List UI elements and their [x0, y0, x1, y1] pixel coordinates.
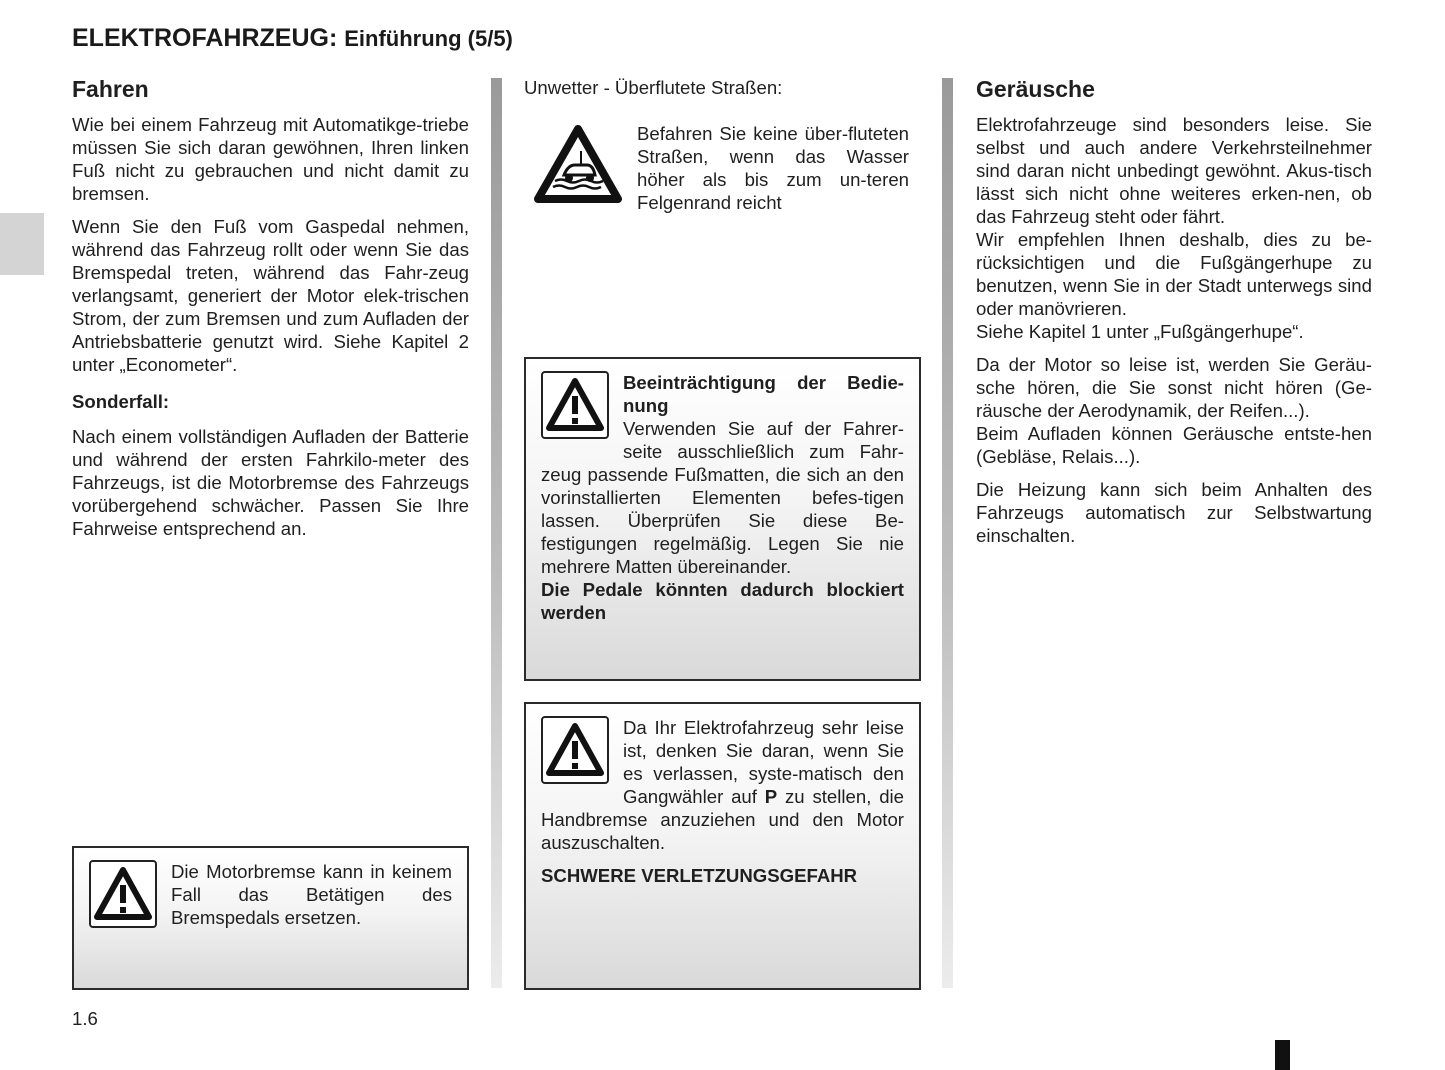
- paragraph-sonderfall: Nach einem vollständigen Aufladen der Batterie und während der ersten Fahrkilo-meter des Fahrzeugs, ist die Motorbremse des Fahrzeugs vorübergehend schwächer. Passen Sie Ihre Fahrweise entsprechend an.: [72, 426, 469, 539]
- hazard-text-flooded: Befahren Sie keine über-fluteten Straßen, wenn das Wasser höher als bis zum un-teren Felgenrand reicht: [637, 123, 909, 213]
- warning-triangle-icon: [541, 716, 609, 784]
- warning-box-gangwaehler: [524, 702, 921, 990]
- warning-triangle-icon: [541, 371, 609, 439]
- page-number: 1.6: [72, 1008, 98, 1029]
- title-sub: Einführung (5/5): [344, 26, 513, 51]
- right-column: [976, 75, 1372, 557]
- subheading-sonderfall: Sonderfall:: [72, 391, 170, 412]
- section-heading-fahren: Fahren: [72, 76, 149, 102]
- paragraph-fahren-2: Wenn Sie den Fuß vom Gaspedal nehmen, während das Fahrzeug rollt oder wenn Sie das Bremspedal treten, während das Fahr-zeug verlangsamt, generiert der Motor elek-trischen Strom, der zum Bremsen und zum Aufladen der Antriebsbatterie genutzt wird. Siehe Kapitel 2 unter „Econometer“.: [72, 216, 469, 375]
- page-title: [72, 24, 513, 53]
- warning-text-after: zu stellen, die Handbremse anzuziehen und den Motor auszuschalten.: [541, 786, 905, 853]
- warning-text-fussmatten: Verwenden Sie auf der Fahrer-seite ausschließlich zum Fahr-zeug passende Fußmatten, die sich an den vorinstallierten Elementen befes-tigen lassen. Überprüfen Sie diese Be-festigungen regelmäßig. Legen Sie nie mehrere Matten übereinander.: [541, 418, 904, 577]
- middle-caption-wrap: [524, 76, 921, 109]
- text-line: Siehe Kapitel 1 unter „Fußgängerhupe“.: [976, 321, 1304, 342]
- chapter-tab: [0, 213, 44, 275]
- warning-box-motorbremse: [72, 846, 469, 990]
- warning-bold-verletzung: SCHWERE VERLETZUNGSGEFAHR: [541, 865, 858, 886]
- text-line: Beim Aufladen können Geräusche entste-hen (Gebläse, Relais...).: [976, 423, 1372, 467]
- column-divider-right: [942, 78, 953, 988]
- paragraph-geraeusche-2: [976, 353, 1372, 468]
- text-line: Da der Motor so leise ist, werden Sie Geräu-sche hören, die Sie sonst nicht hören (Ge-räusche der Aerodynamik, der Reifen...).: [976, 354, 1372, 421]
- gear-position-p: P: [764, 786, 778, 807]
- flooded-road-warning-icon: [533, 123, 623, 205]
- warning-bold-pedale: Die Pedale könnten dadurch blockiert werden: [541, 579, 904, 623]
- paragraph-fahren-1: Wie bei einem Fahrzeug mit Automatikge-triebe müssen Sie sich daran gewöhnen, Ihren linken Fuß nicht zu gebrauchen und nicht damit zu bremsen.: [72, 114, 469, 204]
- paragraph-geraeusche-1: [976, 113, 1372, 343]
- warning-title-bedienung: Beeinträchtigung der Bedie-nung: [623, 372, 904, 416]
- warning-box-fussmatten: [524, 357, 921, 681]
- warning-text-motorbremse: Die Motorbremse kann in keinem Fall das Betätigen des Bremspedals ersetzen.: [171, 861, 452, 928]
- page-edge-marker: [1275, 1040, 1290, 1070]
- column-divider-left: [491, 78, 502, 988]
- text-line: Elektrofahrzeuge sind besonders leise. Sie selbst und auch andere Verkehrsteilnehmer sind daran nicht unbedingt gewöhnt. Akus-tisch lässt sich nicht ohne weiteres erken-nen, ob das Fahrzeug steht oder fährt.: [976, 114, 1372, 227]
- paragraph-heizung: Die Heizung kann sich beim Anhalten des Fahrzeugs automatisch zur Selbstwartung einschalten.: [976, 479, 1372, 546]
- left-column: [72, 75, 469, 550]
- text-line: Wir empfehlen Ihnen deshalb, dies zu be-rücksichtigen und die Fußgängerhupe zu benutzen, wenn Sie in der Stadt unterwegs sind oder manövrieren.: [976, 229, 1372, 319]
- title-main: ELEKTROFAHRZEUG:: [72, 24, 338, 52]
- section-heading-geraeusche: Geräusche: [976, 76, 1095, 102]
- caption-unwetter: Unwetter - Überflutete Straßen:: [524, 77, 783, 98]
- warning-text-before: Da Ihr Elektrofahrzeug sehr leise ist, denken Sie daran, wenn Sie es verlassen, syste-matisch den Gangwähler auf: [623, 717, 904, 807]
- warning-triangle-icon: [89, 860, 157, 928]
